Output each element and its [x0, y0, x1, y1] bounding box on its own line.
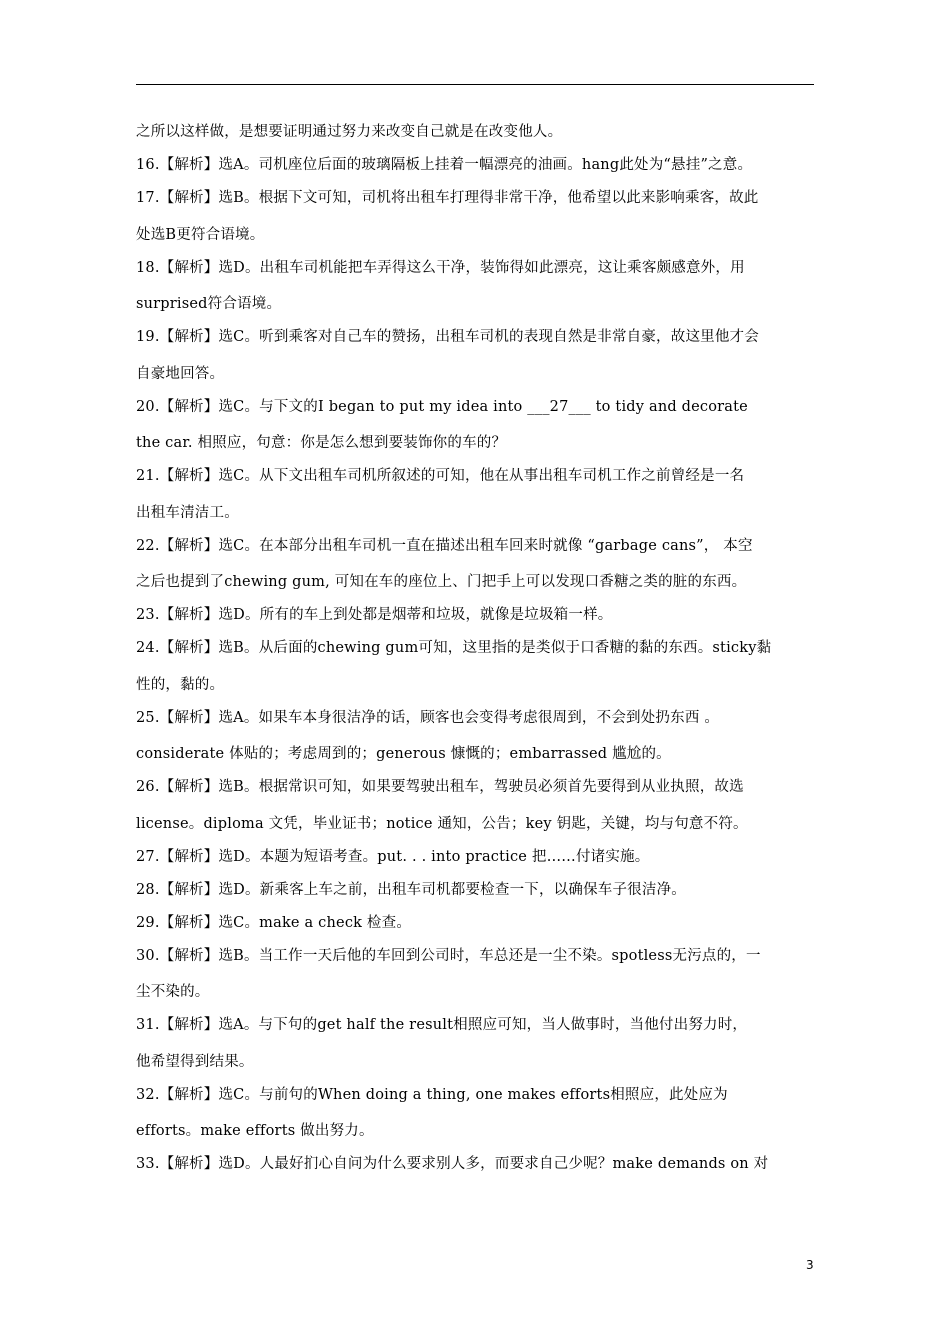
text-line: 17.【解析】选B。根据下文可知，司机将出租车打理得非常干净，他希望以此来影响乘客，故此: [136, 190, 759, 206]
explanation-paragraph: [136, 946, 814, 1003]
text-line: 之后也提到了chewing gum, 可知在车的座位上、门把手上可以发现口香糖之类的脏的东西。: [136, 574, 747, 590]
text-line: efforts。make efforts 做出努力。: [136, 1123, 374, 1139]
explanation-paragraph: [136, 1154, 814, 1174]
text-line: 21.【解析】选C。从下文出租车司机所叙述的可知，他在从事出租车司机工作之前曾经是一名: [136, 468, 745, 484]
text-line: 之所以这样做，是想要证明通过努力来改变自己就是在改变他人。: [136, 124, 563, 140]
explanation-paragraph: [136, 155, 814, 175]
explanation-paragraph: [136, 1015, 814, 1072]
text-line: 19.【解析】选C。听到乘客对自己车的赞扬，出租车司机的表现自然是非常自豪，故这里他才会: [136, 329, 759, 345]
explanation-paragraph: [136, 777, 814, 834]
explanation-paragraph: [136, 847, 814, 867]
explanation-paragraph: [136, 466, 814, 523]
text-line: 尘不染的。: [136, 984, 210, 1000]
text-line: 18.【解析】选D。出租车司机能把车弄得这么干净，装饰得如此漂亮，这让乘客颇感意外，用: [136, 259, 745, 276]
text-line: 31.【解析】选A。与下句的get half the result相照应可知，当人做事时，当他付出努力时，: [136, 1017, 748, 1033]
answer-explanations: [136, 122, 814, 1174]
page-number: 3: [806, 1258, 814, 1272]
explanation-paragraph: [136, 605, 814, 625]
explanation-paragraph: [136, 880, 814, 900]
text-line: 24.【解析】选B。从后面的chewing gum可知，这里指的是类似于口香糖的黏的东西。sticky黏: [136, 640, 772, 656]
explanation-paragraph: [136, 913, 814, 933]
explanation-paragraph: [136, 638, 814, 695]
text-line: 28.【解析】选D。新乘客上车之前，出租车司机都要检查一下，以确保车子很洁净。: [136, 881, 686, 898]
text-line: 30.【解析】选B。当工作一天后他的车回到公司时，车总还是一尘不染。spotless无污点的，一: [136, 947, 761, 964]
text-line: 26.【解析】选B。根据常识可知，如果要驾驶出租车，驾驶员必须首先要得到从业执照，故选: [136, 779, 744, 795]
text-line: license。diploma 文凭，毕业证书；notice 通知，公告；key 钥匙，关键，均与句意不符。: [136, 815, 748, 832]
text-line: 16.【解析】选A。司机座位后面的玻璃隔板上挂着一幅漂亮的油画。hang此处为“悬挂”之意。: [136, 157, 753, 173]
text-line: 27.【解析】选D。本题为短语考查。put. . . into practice 把……付诸实施。: [136, 848, 650, 865]
text-line: 他希望得到结果。: [136, 1053, 254, 1070]
explanation-paragraph: [136, 397, 814, 454]
text-line: 29.【解析】选C。make a check 检查。: [136, 914, 412, 931]
explanation-paragraph: [136, 188, 814, 245]
text-line: 32.【解析】选C。与前句的When doing a thing, one makes efforts相照应，此处应为: [136, 1086, 728, 1103]
explanation-paragraph: [136, 536, 814, 593]
explanation-paragraph: [136, 122, 814, 142]
text-line: 处选B更符合语境。: [136, 226, 265, 243]
text-line: 22.【解析】选C。在本部分出租车司机一直在描述出租车回来时就像 “garbage cans”， 本空: [136, 537, 753, 554]
explanation-paragraph: [136, 327, 814, 384]
text-line: 自豪地回答。: [136, 365, 225, 382]
text-line: 25.【解析】选A。如果车本身很洁净的话，顾客也会变得考虑很周到，不会到处扔东西 。: [136, 709, 720, 726]
explanation-paragraph: [136, 1085, 814, 1142]
text-line: 性的，黏的。: [136, 676, 225, 693]
explanation-paragraph: [136, 258, 814, 315]
explanation-paragraph: [136, 708, 814, 765]
text-line: 20.【解析】选C。与下文的I began to put my idea into ___27___ to tidy and decorate: [136, 398, 748, 415]
text-line: 23.【解析】选D。所有的车上到处都是烟蒂和垃圾，就像是垃圾箱一样。: [136, 607, 613, 623]
text-line: 出租车清洁工。: [136, 504, 239, 521]
text-line: surprised符合语境。: [136, 296, 282, 312]
text-line: 33.【解析】选D。人最好扪心自问为什么要求别人多，而要求自己少呢？make demands on 对: [136, 1156, 769, 1172]
text-line: considerate 体贴的；考虑周到的；generous 慷慨的；embarrassed 尴尬的。: [136, 746, 671, 762]
header-rule: [136, 84, 814, 85]
text-line: the car. 相照应，句意：你是怎么想到要装饰你的车的？: [136, 435, 507, 451]
